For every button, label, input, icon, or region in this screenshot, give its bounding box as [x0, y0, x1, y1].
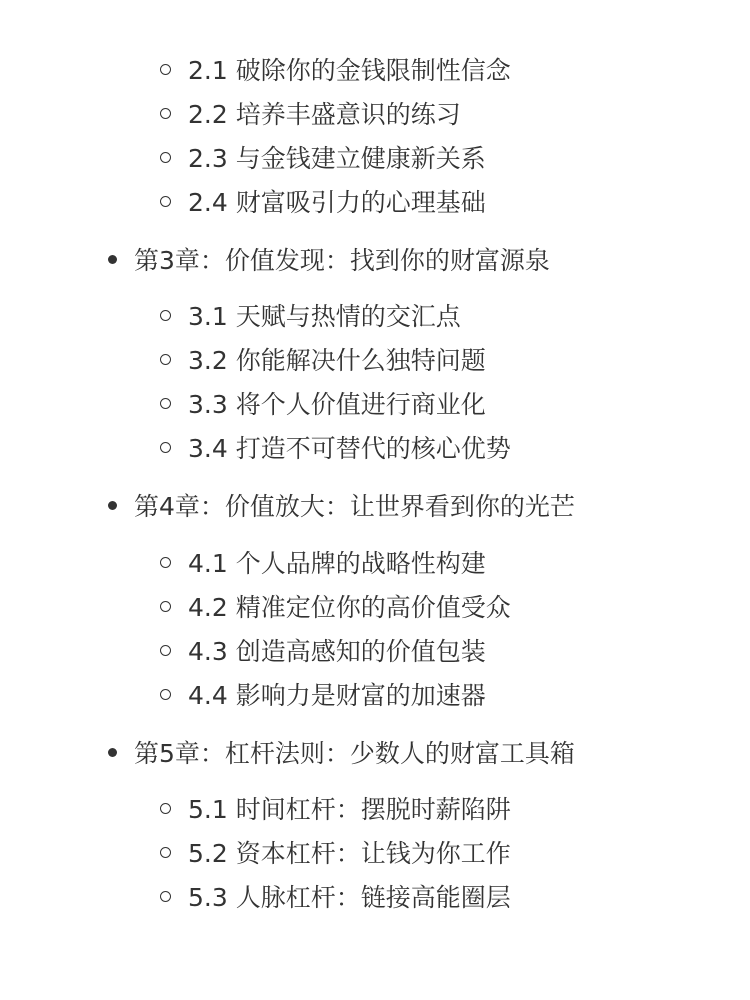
list-item-text: 2.2 培养丰盛意识的练习 — [188, 100, 461, 129]
list-item — [160, 342, 486, 378]
list-item-text: 3.1 天赋与热情的交汇点 — [188, 302, 461, 331]
list-item-text: 4.4 影响力是财富的加速器 — [188, 681, 486, 710]
chapter-title: 第5章：杠杆法则：少数人的财富工具箱 — [134, 739, 575, 768]
list-item-text: 3.2 你能解决什么独特问题 — [188, 346, 486, 375]
list-item — [160, 677, 486, 713]
list-item — [160, 52, 511, 88]
list-item — [160, 298, 461, 334]
hollow-circle-bullet-icon — [160, 803, 171, 814]
list-item-text: 2.4 财富吸引力的心理基础 — [188, 188, 486, 217]
list-item-text: 2.1 破除你的金钱限制性信念 — [188, 56, 511, 85]
list-item-text: 3.3 将个人价值进行商业化 — [188, 390, 486, 419]
list-item — [160, 589, 511, 625]
hollow-circle-bullet-icon — [160, 847, 171, 858]
list-item — [160, 791, 511, 827]
solid-dot-bullet-icon — [108, 748, 117, 757]
list-item — [160, 386, 486, 422]
chapter-title: 第4章：价值放大：让世界看到你的光芒 — [134, 492, 575, 521]
list-item — [160, 545, 486, 581]
list-item-text: 5.2 资本杠杆：让钱为你工作 — [188, 839, 511, 868]
hollow-circle-bullet-icon — [160, 108, 171, 119]
hollow-circle-bullet-icon — [160, 557, 171, 568]
list-item — [160, 96, 461, 132]
chapter-title: 第3章：价值发现：找到你的财富源泉 — [134, 246, 550, 275]
hollow-circle-bullet-icon — [160, 689, 171, 700]
chapter-item — [108, 735, 575, 771]
hollow-circle-bullet-icon — [160, 398, 171, 409]
hollow-circle-bullet-icon — [160, 645, 171, 656]
solid-dot-bullet-icon — [108, 501, 117, 510]
hollow-circle-bullet-icon — [160, 354, 171, 365]
list-item-text: 5.1 时间杠杆：摆脱时薪陷阱 — [188, 795, 511, 824]
list-item — [160, 184, 486, 220]
chapter-item — [108, 242, 550, 278]
list-item-text: 4.1 个人品牌的战略性构建 — [188, 549, 486, 578]
hollow-circle-bullet-icon — [160, 196, 171, 207]
list-item — [160, 140, 486, 176]
hollow-circle-bullet-icon — [160, 601, 171, 612]
hollow-circle-bullet-icon — [160, 152, 171, 163]
list-item-text: 4.3 创造高感知的价值包装 — [188, 637, 486, 666]
hollow-circle-bullet-icon — [160, 310, 171, 321]
list-item-text: 4.2 精准定位你的高价值受众 — [188, 593, 511, 622]
hollow-circle-bullet-icon — [160, 891, 171, 902]
list-item-text: 5.3 人脉杠杆：链接高能圈层 — [188, 883, 511, 912]
list-item — [160, 879, 511, 915]
list-item-text: 3.4 打造不可替代的核心优势 — [188, 434, 511, 463]
list-item — [160, 835, 511, 871]
list-item — [160, 430, 511, 466]
list-item-text: 2.3 与金钱建立健康新关系 — [188, 144, 486, 173]
solid-dot-bullet-icon — [108, 255, 117, 264]
chapter-item — [108, 488, 575, 524]
hollow-circle-bullet-icon — [160, 64, 171, 75]
list-item — [160, 633, 486, 669]
hollow-circle-bullet-icon — [160, 442, 171, 453]
